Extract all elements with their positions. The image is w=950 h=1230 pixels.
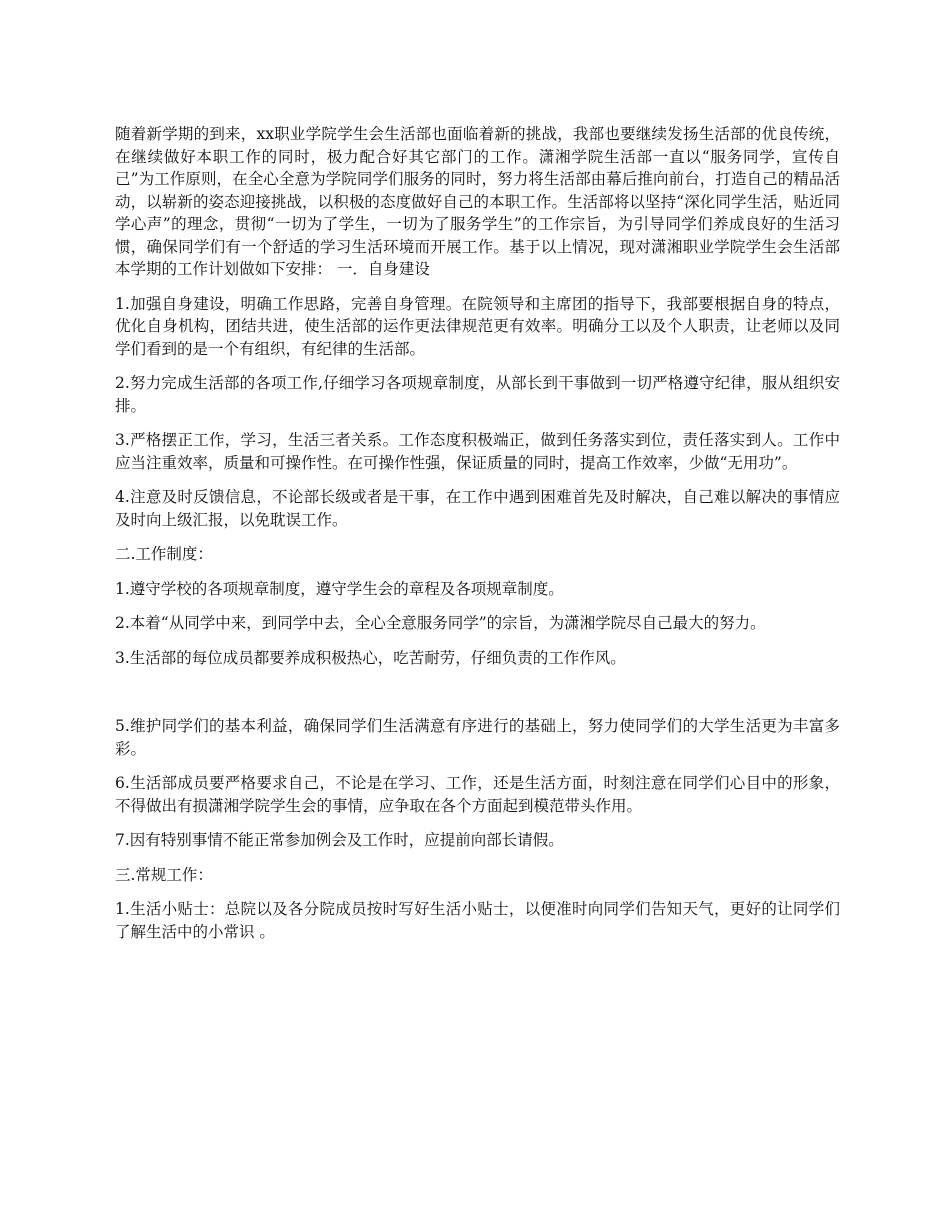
intro-paragraph: 随着新学期的到来，xx职业学院学生会生活部也面临着新的挑战，我部也要继续发扬生活部的优良传统，在继续做好本职工作的同时，极力配合好其它部门的工作。潇湘学院生活部一直以“服务同学，宣传自己”为工作原则，在全心全意为学院同学们服务的同时，努力将生活部由幕后推向前台，打造自己的精品活动，以崭新的姿态迎接挑战，以积极的态度做好自己的本职工作。生活部将以坚持“深化同学生活，贴近同学心声”的理念，贯彻“一切为了学生，一切为了服务学生”的工作宗旨，为引导同学们养成良好的生活习惯，确保同学们有一个舒适的学习生活环境而开展工作。基于以上情况，现对潇湘职业学院学生会生活部本学期的工作计划做如下安排： 一．自身建设: [115, 125, 840, 278]
section2-item-7: 7.因有特别事情不能正常参加例会及工作时，应提前向部长请假。: [115, 831, 564, 849]
document-page: [115, 123, 840, 955]
section2-item-3: 3.生活部的每位成员都要养成积极热心，吃苦耐劳，仔细负责的工作作风。: [115, 648, 626, 667]
section1-item-4: 4.注意及时反馈信息，不论部长级或者是干事，在工作中遇到困难首先及时解决，自己难以解决的事情应及时向上级汇报，以免耽误工作。: [115, 488, 840, 529]
section1-item-1: 1.加强自身建设，明确工作思路，完善自身管理。在院领导和主席团的指导下，我部要根据自身的特点，优化自身机构，团结共进，使生活部的运作更法律规范更有效率。明确分工以及个人职责，让老师以及同学们看到的是一个有组织，有纪律的生活部。: [115, 294, 840, 358]
section2-item-1: 1.遵守学校的各项规章制度，遵守学生会的章程及各项规章制度。: [115, 579, 564, 598]
section1-item-2: 2.努力完成生活部的各项工作,仔细学习各项规章制度，从部长到干事做到一切严格遵守纪律，服从组织安排。: [115, 374, 840, 415]
section3-item-1: 1.生活小贴士：总院以及各分院成员按时写好生活小贴士，以便准时向同学们告知天气，更好的让同学们了解生活中的小常识 。: [115, 900, 840, 941]
blank-gap: [115, 681, 840, 715]
section2-heading: 二.工作制度：: [115, 545, 213, 563]
section2-item-5: 5.维护同学们的基本利益，确保同学们生活满意有序进行的基础上，努力使同学们的大学生活更为丰富多彩。: [115, 717, 840, 758]
section2-item-2: 2.本着“从同学中来，到同学中去，全心全意服务同学”的宗旨，为潇湘学院尽自己最大的努力。: [115, 614, 766, 632]
section3-heading: 三.常规工作：: [115, 865, 213, 884]
section2-item-6: 6.生活部成员要严格要求自己，不论是在学习、工作，还是生活方面，时刻注意在同学们心目中的形象，不得做出有损潇湘学院学生会的事情，应争取在各个方面起到模范带头作用。: [115, 774, 840, 815]
section1-item-3: 3.严格摆正工作，学习，生活三者关系。工作态度积极端正，做到任务落实到位，责任落实到人。工作中应当注重效率，质量和可操作性。在可操作性强，保证质量的同时，提高工作效率，少做“无用功”。: [115, 431, 840, 472]
